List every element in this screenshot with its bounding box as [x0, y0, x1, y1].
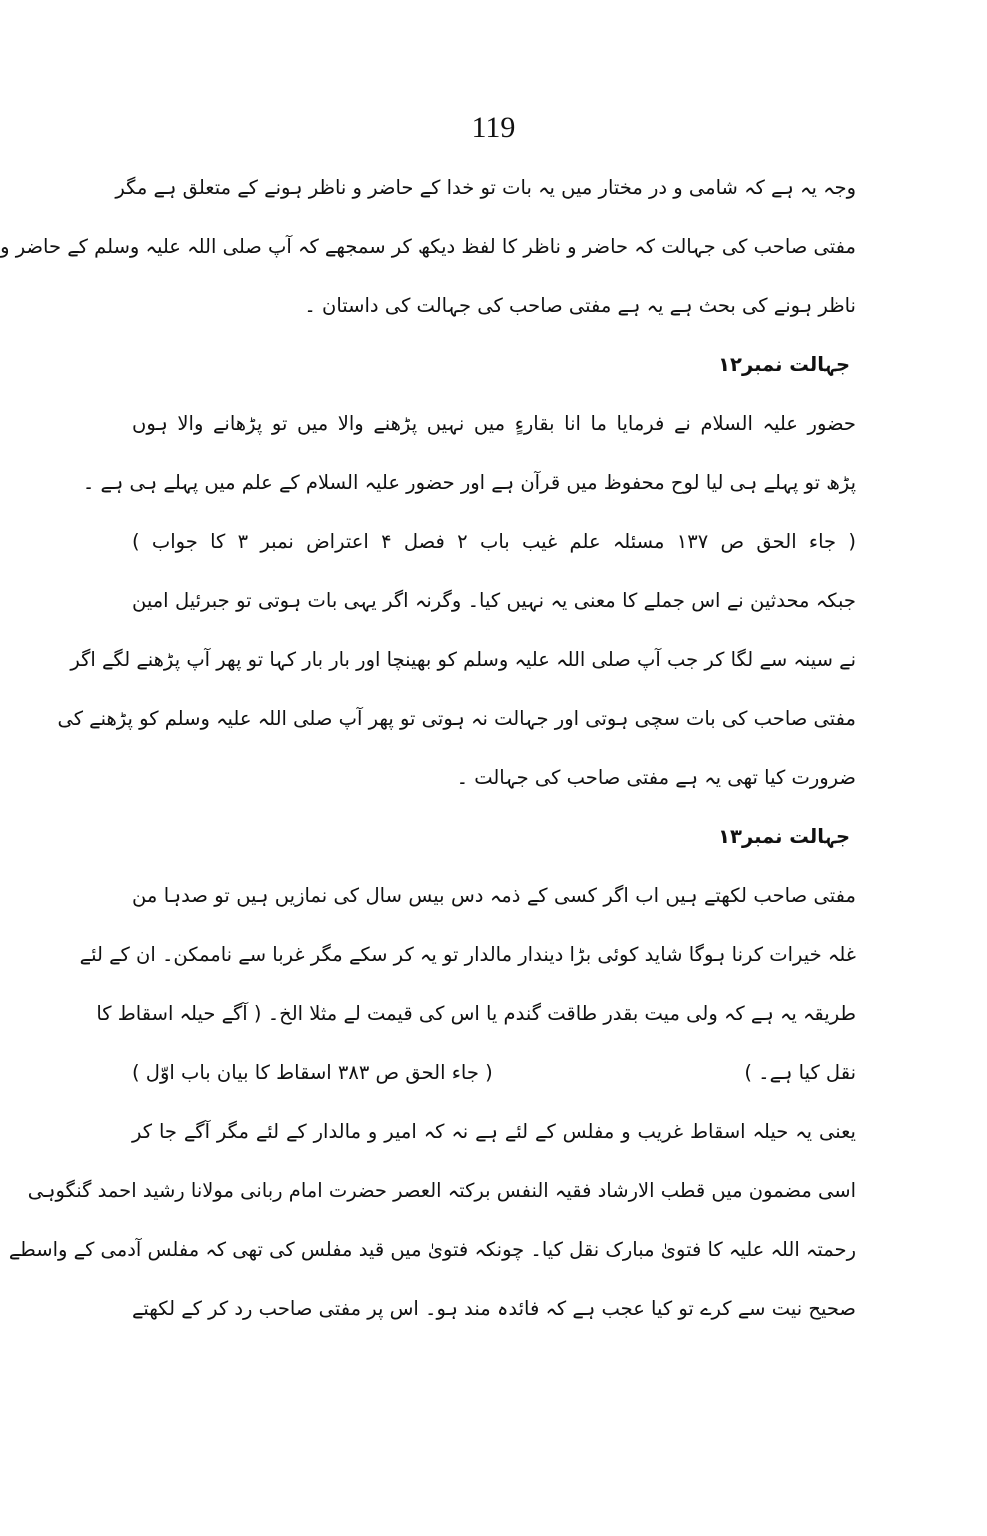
paragraph-line: ضرورت کیا تھی یہ ہے مفتی صاحب کی جہالت ۔	[456, 766, 856, 789]
urdu-text-body	[0, 158, 856, 1338]
paragraph-line: جبکہ محدثین نے اس جملے کا معنی یہ نہیں کیا۔ وگرنہ اگر یہی بات ہوتی تو جبرئیل امین	[132, 589, 856, 612]
page-number: 119	[471, 111, 516, 144]
paragraph-line: مفتی صاحب کی جہالت کہ حاضر و ناظر کا لفظ دیکھ کر سمجھے کہ آپ صلی اللہ علیہ وسلم کے حاضر و	[0, 235, 856, 258]
paragraph-line: مفتی صاحب لکھتے ہیں اب اگر کسی کے ذمہ دس بیس سال کی نمازیں ہیں تو صدہا من	[132, 884, 856, 907]
section-heading: جہالت نمبر۱۳	[718, 825, 850, 848]
paragraph-line: طریقہ یہ ہے کہ ولی میت بقدر طاقت گندم یا اس کی قیمت لے مثلا الخ۔ ( آگے حیلہ اسقاط کا	[96, 1002, 856, 1025]
paragraph-line: رحمتہ اللہ علیہ کا فتویٰ مبارک نقل کیا۔ چونکہ فتویٰ میں قید مفلس کی تھی کہ مفلس آدمی کے واسطے	[8, 1238, 856, 1261]
paragraph-fragment: نقل کیا ہے۔ )	[744, 1061, 856, 1084]
paragraph-line: مفتی صاحب کی بات سچی ہوتی اور جہالت نہ ہوتی تو پھر آپ صلی اللہ علیہ وسلم کو پڑھنے کی	[57, 707, 856, 730]
paragraph-line: صحیح نیت سے کرے تو کیا عجب ہے کہ فائدہ مند ہو۔ اس پر مفتی صاحب رد کر کے لکھتے	[132, 1297, 856, 1320]
paragraph-line: حضور علیہ السلام نے فرمایا ما انا بقارءٍ میں نہیں پڑھنے والا میں تو پڑھانے والا ہوں	[132, 412, 856, 435]
reference-line: ( جاء الحق ص ۳۸۳ اسقاط کا بیان باب اوّل )	[132, 1061, 493, 1084]
section-heading: جہالت نمبر۱۲	[718, 353, 850, 376]
paragraph-line: ناظر ہونے کی بحث ہے یہ ہے مفتی صاحب کی جہالت کی داستان ۔	[304, 294, 856, 317]
reference-line: ( جاء الحق ص ۱۳۷ مسئلہ علم غیب باب ۲ فصل ۴ اعتراض نمبر ۳ کا جواب )	[132, 530, 856, 553]
paragraph-line: غلہ خیرات کرنا ہوگا شاید کوئی بڑا دیندار مالدار تو یہ کر سکے مگر غربا سے ناممکن۔ ان کے لئے	[79, 943, 856, 966]
paragraph-line: اسی مضمون میں قطب الارشاد فقیہ النفس برکتہ العصر حضرت امام ربانی مولانا رشید احمد گنگوہی	[27, 1179, 856, 1202]
paragraph-line: وجہ یہ ہے کہ شامی و در مختار میں یہ بات تو خدا کے حاضر و ناظر ہونے کے متعلق ہے مگر	[115, 176, 856, 199]
paragraph-line: یعنی یہ حیلہ اسقاط غریب و مفلس کے لئے ہے نہ کہ امیر و مالدار کے لئے مگر آگے جا کر	[132, 1120, 856, 1143]
paragraph-line: نے سینہ سے لگا کر جب آپ صلی اللہ علیہ وسلم کو بھینچا اور بار بار کہا تو پھر آپ پڑھنے لگے اگر	[70, 648, 856, 671]
paragraph-line: پڑھ تو پہلے ہی لیا لوح محفوظ میں قرآن ہے اور حضور علیہ السلام کے علم میں پہلے ہی ہے ۔	[82, 471, 856, 494]
reference-row	[132, 1043, 856, 1102]
